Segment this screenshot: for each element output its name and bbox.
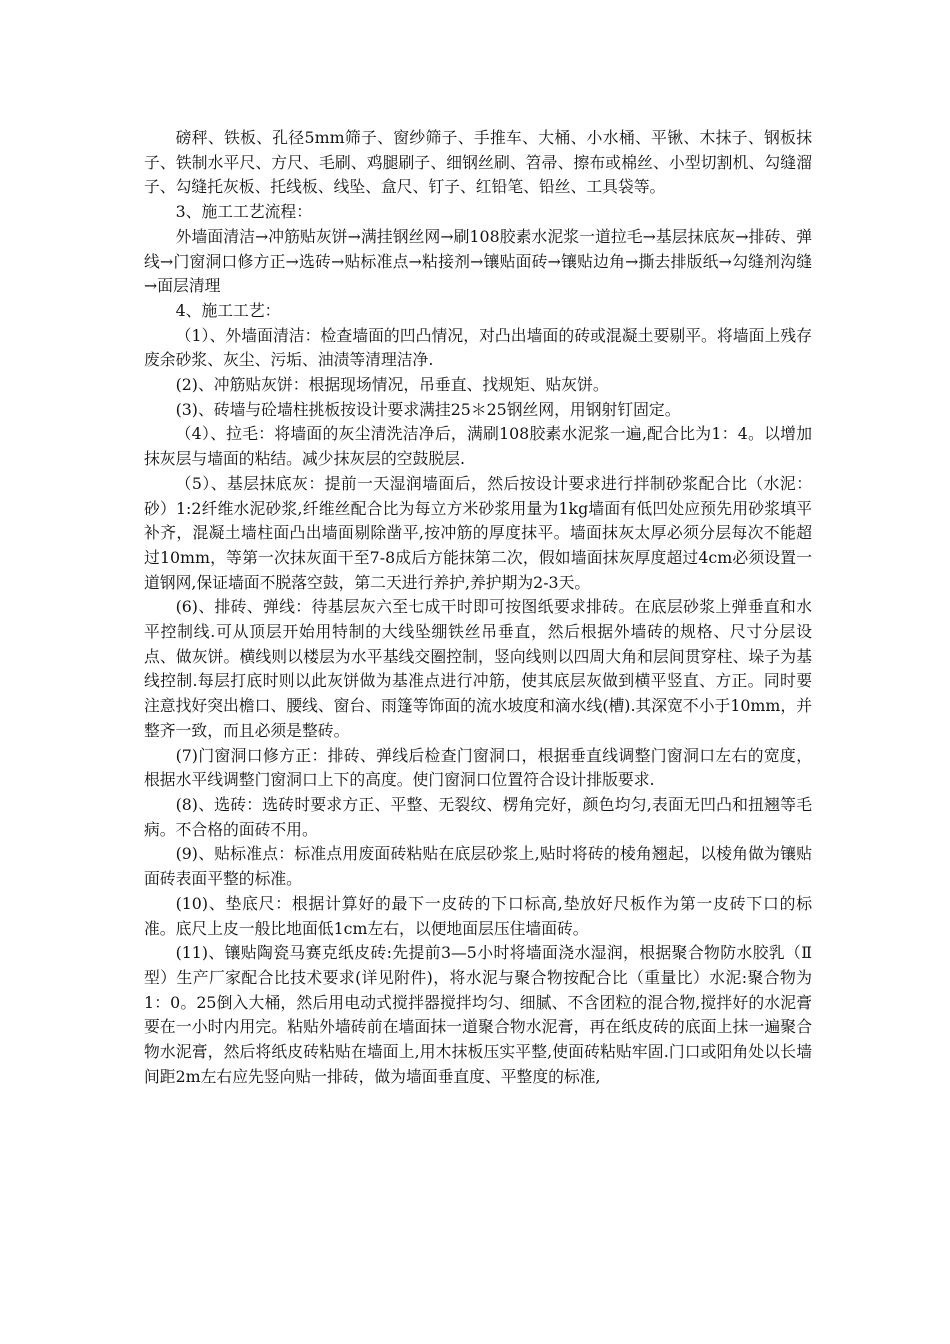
paragraph-step-11: (11)、镶贴陶瓷马赛克纸皮砖:先提前3—5小时将墙面浇水湿润，根据聚合物防水胶乳（Ⅱ型）生产厂家配合比技术要求(详见附件)，将水泥与聚合物按配合比（重量比）水泥:聚合物为1：0。25倒入大桶，然后用电动式搅拌器搅拌均匀、细腻、不含团粒的混合物,搅拌好的水泥膏要在一小时内用完。粘贴外墙砖前在墙面抹一道聚合物水泥膏，再在纸皮砖的底面上抹一遍聚合物水泥膏，然后将纸皮砖粘贴在墙面上,用木抹板压实平整,使面砖粘贴牢固.门口或阳角处以长墙间距2m左右应先竖向贴一排砖，做为墙面垂直度、平整度的标准,	[144, 943, 812, 1086]
paragraph-step-1: （1）、外墙面清洁：检查墙面的凹凸情况，对凸出墙面的砖或混凝土要剔平。将墙面上残存废余砂浆、灰尘、污垢、油渍等清理洁净.	[144, 325, 812, 370]
paragraph-step-5: （5）、基层抹底灰：提前一天湿润墙面后，然后按设计要求进行拌制砂浆配合比（水泥：砂）1:2纤维水泥砂浆,纤维丝配合比为每立方米砂浆用量为1kg墙面有低凹处应预先用砂浆填平补齐，混凝土墙柱面凸出墙面剔除凿平,按冲筋的厚度抹平。墙面抹灰太厚必须分层每次不能超过10mm，等第一次抹灰面干至7-8成后方能抹第二次，假如墙面抹灰厚度超过4cm必须设置一道钢网,保证墙面不脱落空鼓，第二天进行养护,养护期为2-3天。	[144, 473, 812, 592]
paragraph-step-10: (10)、垫底尺：根据计算好的最下一皮砖的下口标高,垫放好尺板作为第一皮砖下口的标准。底尺上皮一般比地面低1cm左右，以便地面层压住墙面砖。	[144, 893, 812, 938]
paragraph-step-3: (3)、砖墙与砼墙柱挑板按设计要求满挂25＊25钢丝网，用钢射钉固定。	[175, 399, 681, 419]
paragraph-step-4: （4）、拉毛：将墙面的灰尘清洗洁净后，满刷108胶素水泥浆一遍,配合比为1：4。以增加抹灰层与墙面的粘结。减少抹灰层的空鼓脱层.	[144, 424, 812, 469]
paragraph-step-7: (7)门窗洞口修方正：排砖、弹线后检查门窗洞口，根据垂直线调整门窗洞口左右的宽度，根据水平线调整门窗洞口上下的高度。使门窗洞口位置符合设计排版要求.	[144, 745, 812, 790]
heading-construction-process: 4、施工工艺：	[175, 300, 281, 320]
paragraph-step-8: (8)、选砖：选砖时要求方正、平整、无裂纹、楞角完好，颜色均匀,表面无凹凸和扭翘等毛病。不合格的面砖不用。	[144, 794, 812, 839]
document-body	[144, 126, 812, 1089]
paragraph-step-9: (9)、贴标准点：标准点用废面砖粘贴在底层砂浆上,贴时将砖的棱角翘起，以棱角做为镶贴面砖表面平整的标准。	[144, 844, 812, 889]
paragraph-step-6: (6)、排砖、弹线：待基层灰六至七成干时即可按图纸要求排砖。在底层砂浆上弹垂直和水平控制线.可从顶层开始用特制的大线坠绷铁丝吊垂直，然后根据外墙砖的规格、尺寸分层设点、做灰饼。横线则以楼层为水平基线交圈控制，竖向线则以四周大角和层间贯穿柱、垛子为基线控制.每层打底时则以此灰饼做为基准点进行冲筋，使其底层灰做到横平竖直、方正。同时要注意找好突出檐口、腰线、窗台、雨篷等饰面的流水坡度和滴水线(槽).其深宽不小于10mm，并整齐一致，而且必须是整砖。	[144, 597, 812, 740]
paragraph-process-flow: 外墙面清洁→冲筋贴灰饼→满挂钢丝网→刷108胶素水泥浆一道拉毛→基层抹底灰→排砖、弹线→门窗洞口修方正→选砖→贴标准点→粘接剂→镶贴面砖→镶贴边角→撕去排版纸→勾缝剂沟缝→面层清理	[144, 226, 812, 296]
paragraph-tools-list: 磅秤、铁板、孔径5mm筛子、窗纱筛子、手推车、大桶、小水桶、平锹、木抹子、钢板抹子、铁制水平尺、方尺、毛刷、鸡腿刷子、细钢丝刷、笤帚、擦布或棉丝、小型切割机、勾缝溜子、勾缝托灰板、托线板、线坠、盒尺、钉子、红铅笔、铅丝、工具袋等。	[144, 128, 812, 197]
paragraph-step-2: (2)、冲筋贴灰饼：根据现场情况，吊垂直、找规矩、贴灰饼。	[175, 375, 609, 395]
heading-process-flow: 3、施工工艺流程：	[175, 202, 313, 222]
